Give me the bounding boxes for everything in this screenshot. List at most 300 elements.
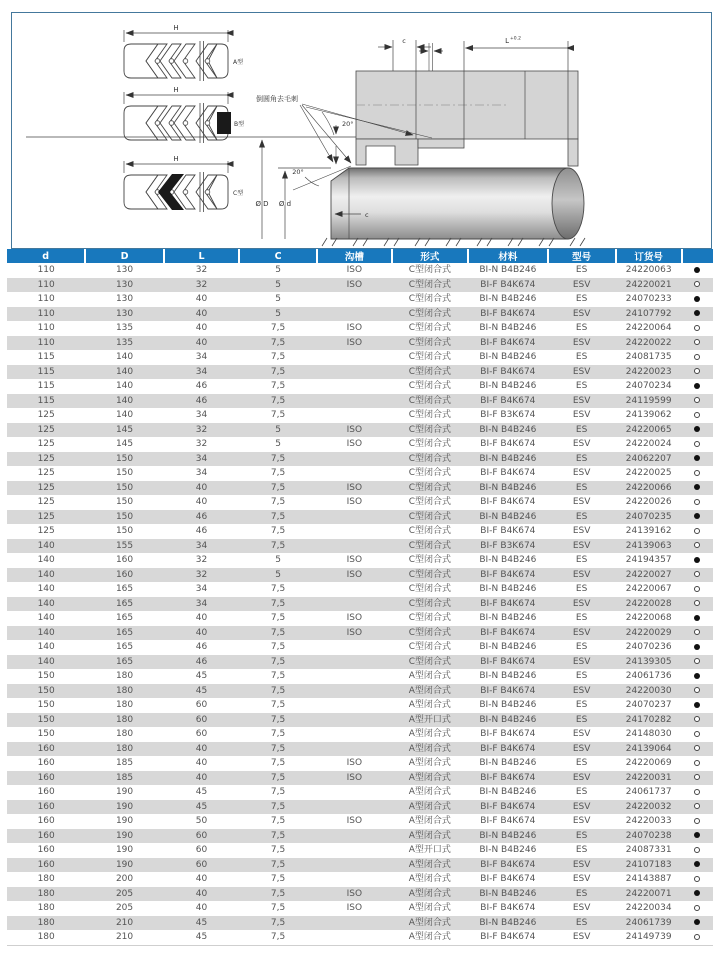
cell-order-no: 24220022 <box>616 336 682 351</box>
cell-C: 7,5 <box>270 468 286 478</box>
shaft <box>331 168 568 239</box>
cell-C: 7,5 <box>270 700 286 710</box>
cell-C: 7,5 <box>239 655 317 670</box>
stock-dot-open <box>694 528 700 534</box>
cell-model: ESV <box>572 932 591 942</box>
cell-stock <box>682 858 713 873</box>
cell-groove <box>317 858 392 873</box>
cell-model: ESV <box>548 742 616 757</box>
cell-d: 140 <box>37 584 55 594</box>
cell-groove <box>317 655 392 670</box>
cell-d: 125 <box>37 497 55 507</box>
table-row <box>7 336 713 351</box>
cell-L: 32 <box>195 439 208 449</box>
cell-model: ESV <box>572 903 591 913</box>
cell-material: BI-N B4B246 <box>468 713 548 728</box>
cell-material: BI-F B4K674 <box>480 439 536 449</box>
cell-order-no: 24220068 <box>625 613 672 623</box>
cell-L: 60 <box>164 713 240 728</box>
catalog-table-body <box>7 263 713 945</box>
cell-stock <box>682 495 713 510</box>
stock-dot-open <box>694 339 700 345</box>
cell-form: C型闭合式 <box>408 613 451 623</box>
cell-model: ES <box>575 758 588 768</box>
cell-material: BI-F B4K674 <box>468 800 548 815</box>
cell-L: 40 <box>164 887 240 902</box>
table-row <box>7 394 713 409</box>
cell-D: 145 <box>85 423 163 438</box>
table-row <box>7 742 713 757</box>
cell-groove <box>317 452 392 467</box>
table-row <box>7 626 713 641</box>
cell-material: BI-N B4B246 <box>479 845 537 855</box>
cell-groove <box>317 597 392 612</box>
cell-form: A型开口式 <box>392 713 468 728</box>
cell-d: 140 <box>37 642 55 652</box>
cell-groove: ISO <box>317 336 392 351</box>
cell-material: BI-F B4K674 <box>468 655 548 670</box>
cell-L: 45 <box>164 684 240 699</box>
cell-stock <box>682 568 713 583</box>
cell-form: A型闭合式 <box>392 800 468 815</box>
cell-model: ES <box>575 352 588 362</box>
cell-stock <box>682 437 713 452</box>
technical-drawing-frame <box>11 12 712 249</box>
cell-D: 185 <box>115 758 134 768</box>
cell-d: 160 <box>37 758 55 768</box>
cell-order-no: 24070236 <box>625 642 672 652</box>
cell-C: 7,5 <box>239 713 317 728</box>
table-row <box>7 640 713 655</box>
stock-dot-open <box>694 354 700 360</box>
col-header-stock <box>682 249 713 263</box>
cell-d: 110 <box>37 323 55 333</box>
stock-dot-filled <box>694 702 700 708</box>
cell-C: 7,5 <box>239 742 317 757</box>
cell-order-no: 24139162 <box>625 526 672 536</box>
cell-L: 45 <box>164 916 240 931</box>
cell-form: C型闭合式 <box>408 381 451 391</box>
cell-order-no: 24220031 <box>616 771 682 786</box>
cell-order-no: 24220032 <box>616 800 682 815</box>
cell-order-no: 24220029 <box>616 626 682 641</box>
table-row <box>7 814 713 829</box>
cell-form: A型闭合式 <box>408 758 451 768</box>
cell-D: 165 <box>85 655 163 670</box>
cell-groove: ISO <box>346 555 363 565</box>
cell-model: ESV <box>572 526 591 536</box>
table-row <box>7 452 713 467</box>
cell-groove <box>317 843 392 858</box>
cell-stock <box>682 278 713 293</box>
cell-D: 145 <box>115 439 134 449</box>
col-header-order-no: 订货号 <box>616 249 682 263</box>
cell-C: 7,5 <box>270 410 286 420</box>
table-row <box>7 321 713 336</box>
shaft-dome-end <box>552 168 584 239</box>
cell-L: 40 <box>195 903 208 913</box>
dim-L-label: L <box>505 37 509 45</box>
cell-material: BI-N B4B246 <box>468 887 548 902</box>
stock-dot-open <box>694 397 700 403</box>
cell-L: 45 <box>195 671 208 681</box>
cell-C: 7,5 <box>239 916 317 931</box>
cell-groove: ISO <box>346 903 363 913</box>
col-header-material: 材料 <box>468 249 548 263</box>
cell-material: BI-F B4K674 <box>468 742 548 757</box>
cell-form: A型闭合式 <box>392 887 468 902</box>
cell-D: 210 <box>85 916 163 931</box>
cell-model: ESV <box>548 626 616 641</box>
cell-order-no: 24139063 <box>616 539 682 554</box>
cell-stock <box>682 698 713 713</box>
cell-C: 7,5 <box>270 526 286 536</box>
cell-model: ES <box>548 452 616 467</box>
cell-stock <box>682 843 713 858</box>
cell-form: C型闭合式 <box>408 468 451 478</box>
cell-order-no: 24220065 <box>616 423 682 438</box>
cell-D: 150 <box>115 497 134 507</box>
cell-stock <box>682 713 713 728</box>
cell-L: 40 <box>195 294 208 304</box>
cell-material: BI-F B4K674 <box>480 903 536 913</box>
cell-d: 125 <box>7 452 85 467</box>
cell-order-no: 24107792 <box>616 307 682 322</box>
cell-C: 5 <box>239 423 317 438</box>
stock-dot-open <box>694 731 700 737</box>
table-row <box>7 930 713 945</box>
cell-D: 190 <box>85 858 163 873</box>
cell-D: 160 <box>85 568 163 583</box>
table-row <box>7 785 713 800</box>
cell-d: 110 <box>37 294 55 304</box>
cell-material: BI-N B4B246 <box>468 829 548 844</box>
cell-material: BI-N B4B246 <box>468 510 548 525</box>
cell-form: C型闭合式 <box>392 510 468 525</box>
cell-order-no: 24220066 <box>616 481 682 496</box>
cell-material: BI-F B4K674 <box>468 365 548 380</box>
cell-form: A型闭合式 <box>408 787 451 797</box>
cell-material: BI-N B4B246 <box>479 381 537 391</box>
stock-dot-filled <box>694 296 700 302</box>
cell-material: BI-N B4B246 <box>479 671 537 681</box>
cell-C: 7,5 <box>270 729 286 739</box>
cell-D: 155 <box>85 539 163 554</box>
table-row <box>7 539 713 554</box>
cell-material: BI-F B4K674 <box>480 468 536 478</box>
cell-material: BI-N B4B246 <box>479 352 537 362</box>
cell-D: 165 <box>115 642 134 652</box>
cell-d: 160 <box>7 771 85 786</box>
cell-C: 7,5 <box>239 597 317 612</box>
table-row <box>7 582 713 597</box>
cell-L: 40 <box>195 497 208 507</box>
cell-L: 46 <box>195 381 208 391</box>
cell-form: C型闭合式 <box>392 655 468 670</box>
angle-20-lower: 20° <box>292 168 304 176</box>
cell-material: BI-N B4B246 <box>479 700 537 710</box>
profile-a-diagram <box>124 24 243 81</box>
cell-model: ESV <box>548 336 616 351</box>
cell-d: 150 <box>37 729 55 739</box>
cell-order-no: 24220025 <box>625 468 672 478</box>
cell-L: 40 <box>164 481 240 496</box>
cell-D: 160 <box>115 555 134 565</box>
stock-dot-open <box>694 629 700 635</box>
cell-C: 7,5 <box>270 613 286 623</box>
cell-C: 7,5 <box>239 800 317 815</box>
cell-D: 165 <box>115 584 134 594</box>
cell-C: 5 <box>275 294 281 304</box>
cell-D: 150 <box>115 468 134 478</box>
table-row <box>7 510 713 525</box>
cell-L: 50 <box>195 816 208 826</box>
cell-C: 7,5 <box>270 584 286 594</box>
cell-model: ESV <box>572 816 591 826</box>
table-row <box>7 568 713 583</box>
cell-order-no: 24220033 <box>625 816 672 826</box>
cell-model: ESV <box>548 597 616 612</box>
cell-C: 7,5 <box>239 452 317 467</box>
cell-stock <box>682 771 713 786</box>
cell-groove: ISO <box>317 481 392 496</box>
cell-L: 34 <box>195 352 208 362</box>
cell-d: 115 <box>37 381 55 391</box>
stock-dot-filled <box>694 426 700 432</box>
table-row <box>7 495 713 510</box>
cell-model: ESV <box>548 568 616 583</box>
cell-D: 165 <box>85 626 163 641</box>
cell-material: BI-F B4K674 <box>468 771 548 786</box>
cell-material: BI-N B4B246 <box>479 758 537 768</box>
cell-order-no: 24107183 <box>616 858 682 873</box>
cell-order-no: 24070235 <box>616 510 682 525</box>
stock-dot-open <box>694 658 700 664</box>
cell-model: ESV <box>572 874 591 884</box>
cell-C: 7,5 <box>239 336 317 351</box>
cell-material: BI-F B4K674 <box>468 278 548 293</box>
col-header-d: d <box>7 249 85 263</box>
cell-C: 7,5 <box>239 626 317 641</box>
cell-order-no: 24170282 <box>616 713 682 728</box>
cell-D: 150 <box>85 510 163 525</box>
cell-order-no: 24220026 <box>625 497 672 507</box>
cell-material: BI-N B4B246 <box>479 294 537 304</box>
cell-model: ES <box>575 323 588 333</box>
cell-d: 140 <box>7 655 85 670</box>
cell-model: ES <box>575 700 588 710</box>
cell-C: 7,5 <box>270 845 286 855</box>
cell-stock <box>682 379 713 394</box>
cell-material: BI-F B4K674 <box>468 336 548 351</box>
cell-model: ES <box>548 887 616 902</box>
cell-stock <box>682 510 713 525</box>
cell-D: 210 <box>115 932 134 942</box>
cell-stock <box>682 582 713 597</box>
stock-dot-open <box>694 281 700 287</box>
stock-dot-open <box>694 325 700 331</box>
cell-groove: ISO <box>317 423 392 438</box>
cell-form: C型闭合式 <box>392 394 468 409</box>
cell-D: 135 <box>85 336 163 351</box>
cell-C: 7,5 <box>270 323 286 333</box>
cell-material: BI-F B4K674 <box>480 526 536 536</box>
table-row <box>7 350 713 365</box>
cell-material: BI-F B4K674 <box>468 307 548 322</box>
col-header-groove: 沟槽 <box>317 249 392 263</box>
stock-dot-filled <box>694 890 700 896</box>
cell-D: 180 <box>85 713 163 728</box>
cell-groove: ISO <box>317 568 392 583</box>
col-header-form: 形式 <box>392 249 468 263</box>
table-row <box>7 771 713 786</box>
cell-model: ESV <box>572 497 591 507</box>
stock-dot-filled <box>694 557 700 563</box>
cell-stock <box>682 800 713 815</box>
stock-dot-filled <box>694 644 700 650</box>
cell-model: ESV <box>572 410 591 420</box>
cell-stock <box>682 611 713 626</box>
cell-L: 46 <box>195 526 208 536</box>
cell-groove <box>317 669 392 684</box>
cell-stock <box>682 481 713 496</box>
cell-form: A型闭合式 <box>408 874 451 884</box>
stock-dot-filled <box>694 455 700 461</box>
cell-groove <box>317 872 392 887</box>
cell-form: A型闭合式 <box>392 684 468 699</box>
stock-dot-open <box>694 441 700 447</box>
profile-b-end-ring <box>217 112 231 134</box>
cell-order-no: 24148030 <box>625 729 672 739</box>
profile-a-label: A型 <box>233 59 244 66</box>
cell-model: ESV <box>548 394 616 409</box>
cell-order-no: 24070237 <box>625 700 672 710</box>
cell-stock <box>682 626 713 641</box>
cell-L: 34 <box>164 539 240 554</box>
cell-C: 7,5 <box>270 903 286 913</box>
cell-stock <box>682 814 713 829</box>
cell-L: 60 <box>195 700 208 710</box>
cell-d: 110 <box>7 307 85 322</box>
cell-groove <box>317 800 392 815</box>
cell-model: ESV <box>548 307 616 322</box>
cell-d: 180 <box>37 932 55 942</box>
cell-stock <box>682 394 713 409</box>
cell-groove <box>317 466 392 481</box>
cell-groove <box>317 640 392 655</box>
cell-C: 7,5 <box>239 684 317 699</box>
cell-material: BI-F B4K674 <box>468 684 548 699</box>
cell-form: C型闭合式 <box>392 539 468 554</box>
stock-dot-open <box>694 368 700 374</box>
cell-C: 7,5 <box>270 758 286 768</box>
table-row <box>7 713 713 728</box>
cell-D: 190 <box>85 829 163 844</box>
cell-d: 150 <box>7 684 85 699</box>
cell-stock <box>682 597 713 612</box>
cell-C: 7,5 <box>239 481 317 496</box>
cell-L: 60 <box>195 729 208 739</box>
stock-dot-open <box>694 803 700 809</box>
stock-dot-open <box>694 847 700 853</box>
cell-d: 180 <box>7 916 85 931</box>
cell-d: 180 <box>7 887 85 902</box>
stock-dot-filled <box>694 832 700 838</box>
cell-order-no: 24139062 <box>625 410 672 420</box>
cell-D: 130 <box>85 307 163 322</box>
cell-d: 150 <box>7 713 85 728</box>
cell-d: 115 <box>7 365 85 380</box>
cell-D: 135 <box>115 323 134 333</box>
cell-stock <box>682 887 713 902</box>
cell-stock <box>682 539 713 554</box>
cell-d: 160 <box>37 787 55 797</box>
profile-c-label: C型 <box>233 190 244 197</box>
cell-groove: ISO <box>346 758 363 768</box>
cell-form: C型闭合式 <box>408 352 451 362</box>
cell-order-no: 24061737 <box>625 787 672 797</box>
cell-L: 60 <box>164 829 240 844</box>
cell-C: 7,5 <box>239 771 317 786</box>
cell-material: BI-F B4K674 <box>480 729 536 739</box>
cell-material: BI-F B4K674 <box>468 394 548 409</box>
cell-order-no: 24220063 <box>625 265 672 275</box>
cell-stock <box>682 901 713 916</box>
cell-L: 34 <box>195 410 208 420</box>
cell-material: BI-N B4B246 <box>468 481 548 496</box>
cell-D: 180 <box>115 700 134 710</box>
cell-form: A型闭合式 <box>392 858 468 873</box>
cell-order-no: 24139305 <box>616 655 682 670</box>
cell-L: 34 <box>164 597 240 612</box>
dim-c-shaft-label: c <box>365 211 369 219</box>
cell-L: 34 <box>195 584 208 594</box>
table-row <box>7 263 713 278</box>
stock-dot-filled <box>694 513 700 519</box>
table-row <box>7 597 713 612</box>
cell-groove <box>317 727 392 742</box>
cell-d: 125 <box>7 510 85 525</box>
table-row <box>7 524 713 539</box>
table-row <box>7 727 713 742</box>
table-row <box>7 698 713 713</box>
cell-d: 140 <box>37 613 55 623</box>
cell-model: ES <box>575 294 588 304</box>
cell-C: 7,5 <box>239 510 317 525</box>
cell-D: 150 <box>85 452 163 467</box>
cell-C: 7,5 <box>239 394 317 409</box>
cell-model: ESV <box>572 468 591 478</box>
cell-stock <box>682 307 713 322</box>
cell-material: BI-N B4B246 <box>479 323 537 333</box>
cell-model: ESV <box>548 684 616 699</box>
cell-order-no: 24220034 <box>625 903 672 913</box>
cell-model: ES <box>548 829 616 844</box>
cell-stock <box>682 350 713 365</box>
cell-stock <box>682 263 713 278</box>
cell-D: 140 <box>115 352 134 362</box>
cell-L: 45 <box>164 800 240 815</box>
cell-order-no: 24081735 <box>625 352 672 362</box>
cell-C: 7,5 <box>270 816 286 826</box>
table-row <box>7 437 713 452</box>
table-row <box>7 423 713 438</box>
cell-model: ES <box>575 787 588 797</box>
deburr-note: 倒圆角去毛刺 <box>256 95 298 103</box>
cell-C: 7,5 <box>239 858 317 873</box>
cell-stock <box>682 321 713 336</box>
cell-material: BI-F B4K674 <box>468 858 548 873</box>
